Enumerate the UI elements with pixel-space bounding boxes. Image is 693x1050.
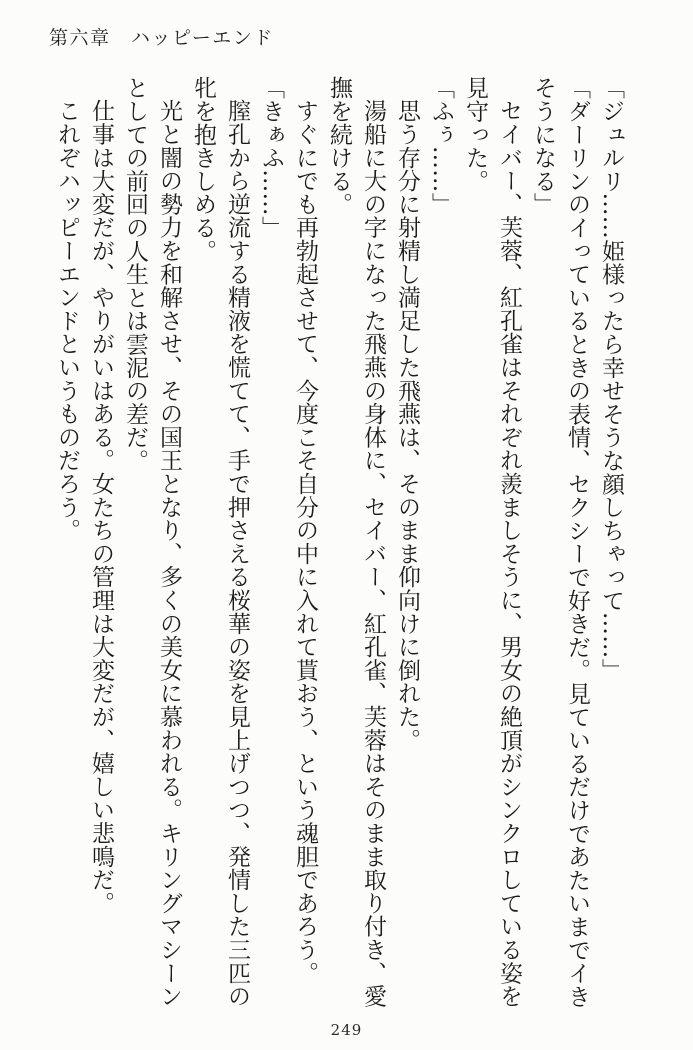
text-line-2: 「ダーリンのイっているときの表情、セクシーで好きだ。見ているだけであたいまでイき	[564, 76, 590, 1008]
page-number: 249	[330, 1021, 363, 1039]
text-line-5: 見守った。	[462, 76, 488, 193]
text-line-15: としての前回の人生とは雲泥の差だ。	[122, 76, 148, 473]
text-line-9: 撫を続ける。	[326, 76, 352, 216]
text-line-1: 「ジュルリ……姫様ったら幸せそうな顔しちゃって……」	[598, 76, 624, 682]
text-line-7: 思う存分に射精し満足した飛燕は、そのまま仰向けに倒れた。	[394, 99, 420, 752]
text-line-10: すぐにでも再勃起させて、今度こそ自分の中に入れて貰おう、という魂胆であろう。	[292, 99, 318, 985]
text-line-4: セイバー、芙蓉、紅孔雀はそれぞれ羨ましそうに、男女の絶頂がシンクロしている姿を	[496, 99, 522, 1008]
text-line-13: 牝を抱きしめる。	[190, 76, 216, 263]
text-line-14: 光と闇の勢力を和解させ、その国王となり、多くの美女に慕われる。キリングマシーン	[156, 99, 182, 1008]
text-line-16: 仕事は大変だが、やりがいはある。女たちの管理は大変だが、嬉しい悲鳴だ。	[88, 99, 114, 915]
text-line-17: これぞハッピーエンドというものだろう。	[54, 99, 80, 542]
body-text	[50, 76, 628, 1020]
text-line-8: 湯船に大の字になった飛燕の身体に、セイバー、紅孔雀、芙蓉はそのまま取り付き、愛	[360, 99, 386, 1008]
text-line-3: そうになる」	[530, 76, 556, 216]
text-line-6: 「ふぅ……」	[428, 76, 454, 216]
text-line-12: 膣孔から逆流する精液を慌てて、手で押さえる桜華の姿を見上げつつ、発情した三匹の	[224, 99, 250, 1008]
text-line-11: 「きぁふ……」	[258, 76, 284, 240]
chapter-heading: 第六章 ハッピーエンド	[49, 27, 274, 49]
